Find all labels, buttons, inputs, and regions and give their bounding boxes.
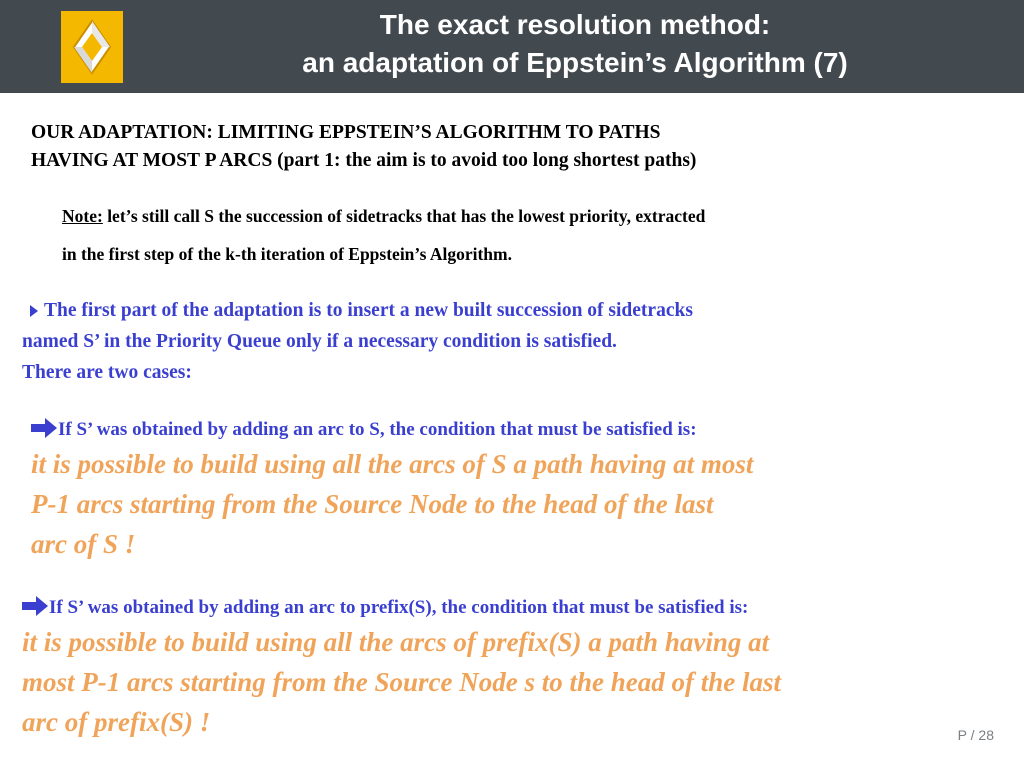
intro-line-2: named S’ in the Priority Queue only if a necessary condition is satisfied. bbox=[22, 331, 617, 352]
slide-title bbox=[150, 6, 1000, 82]
right-arrow-icon bbox=[31, 418, 57, 438]
case-2-condition bbox=[22, 594, 1012, 622]
case-2-claim-line-1: it is possible to build using all the arcs of prefix(S) a path having at bbox=[22, 627, 770, 657]
intro-paragraph bbox=[22, 295, 1002, 388]
case-1 bbox=[31, 416, 1021, 564]
case-2-claim-line-3: arc of prefix(S) ! bbox=[22, 707, 211, 737]
case-2-condition-text: If S’ was obtained by adding an arc to prefix(S), the condition that must be satisfied is: bbox=[49, 597, 749, 618]
case-2-claim-line-2: most P-1 arcs starting from the Source Node s to the head of the last bbox=[22, 667, 782, 697]
section-heading-line-1: OUR ADAPTATION: LIMITING EPPSTEIN’S ALGORITHM TO PATHS bbox=[31, 122, 661, 143]
case-1-condition-text: If S’ was obtained by adding an arc to S, the condition that must be satisfied is: bbox=[58, 419, 697, 440]
renault-diamond-logo bbox=[61, 11, 123, 83]
case-2 bbox=[22, 594, 1012, 742]
triangle-bullet-icon bbox=[30, 305, 38, 317]
right-arrow-icon bbox=[22, 596, 48, 616]
page-number: P / 28 bbox=[957, 727, 994, 743]
case-1-claim-line-3: arc of S ! bbox=[31, 529, 136, 559]
note-paragraph bbox=[62, 197, 962, 273]
intro-line-1-text: The first part of the adaptation is to insert a new built succession of sidetracks bbox=[44, 300, 693, 321]
intro-line-1 bbox=[22, 295, 1002, 326]
note-line-1 bbox=[62, 197, 962, 235]
section-heading-line-2: HAVING AT MOST P ARCS (part 1: the aim is to avoid too long shortest paths) bbox=[31, 150, 697, 171]
title-bar bbox=[0, 0, 1024, 93]
note-line-2: in the first step of the k-th iteration of Eppstein’s Algorithm. bbox=[62, 244, 512, 264]
slide-title-line-1: The exact resolution method: bbox=[379, 9, 771, 40]
case-1-condition bbox=[31, 416, 1021, 444]
note-line-1-text: let’s still call S the succession of sidetracks that has the lowest priority, extracted bbox=[102, 206, 706, 226]
note-label: Note: bbox=[62, 206, 103, 226]
slide-title-line-2: an adaptation of Eppstein’s Algorithm (7) bbox=[302, 47, 848, 78]
case-1-claim-line-2: P-1 arcs starting from the Source Node to the head of the last bbox=[31, 489, 714, 519]
case-1-claim-line-1: it is possible to build using all the arcs of S a path having at most bbox=[31, 449, 754, 479]
section-heading bbox=[31, 119, 991, 175]
intro-line-3: There are two cases: bbox=[22, 362, 192, 383]
